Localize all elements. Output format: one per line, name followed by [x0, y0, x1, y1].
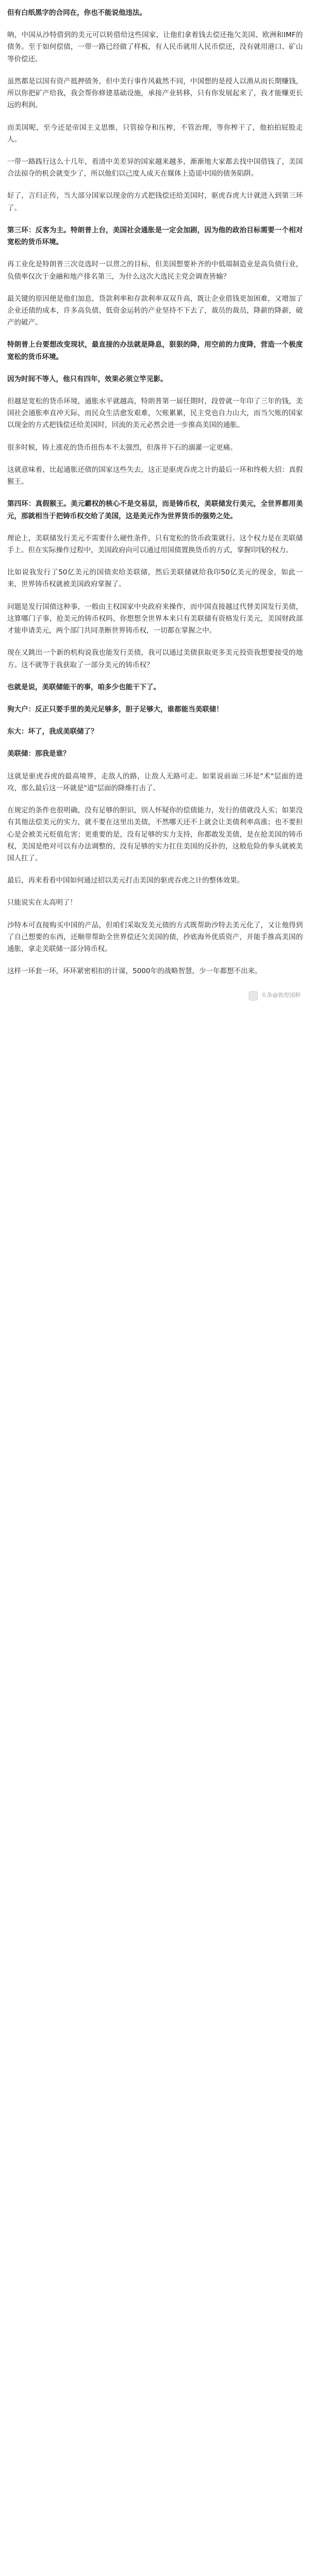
paragraph: 因为时间不等人，他只有四年，效果必须立竿见影。 [7, 375, 168, 383]
paragraph: 第四环：真假猴王。美元霸权的核心不是交易层，而是铸币权，美联储发行美元，全世界都用美元，那就相当于把铸币权交给了美国，这是美元作为世界货币的强势之处。 [7, 500, 303, 520]
paragraph: 也就是说，美联储能干的事，咱多少也能干下了。 [7, 683, 160, 691]
paragraph: 很多时候，铸上涨花的货币扭伤本不太强烈，但落井下石的溺灌一定更痛。 [7, 443, 237, 452]
watermark-text: 头条@敦煌国粹 [261, 992, 301, 999]
paragraph: 而美国呢，至今还是帝国主义思维，只管掠夺和压榨，不管治理，等你榨干了，他拍拍屁股走人。 [7, 123, 303, 144]
paragraph: 虽然都是以国有资产抵押债务，但中美行事作风截然不同，中国想的是授人以渔从而长期赚钱，所以你把矿产给我，我会帮你修建基础设施，承接产业转移，只有你发展起来了，我才能赚更长远的利润。 [7, 77, 303, 110]
paragraph: 这样一环套一环，环环紧密相扣的计谋，5000年的战略智慧，少一年都想不出来。 [7, 967, 262, 976]
paragraph: 现在又跳出一个新的机构说我也能发行美债，我可以通过美债获取更多美元投资我想要接受的地方。这不就等于我获取了一部分美元的铸币权？ [7, 649, 303, 669]
paragraph: 美联储：那我是谁？ [7, 750, 70, 758]
paragraph: 呐，中国从沙特借到的美元可以转借给这些国家，让他们拿着钱去偿还拖欠美国、欧洲和IMF的债务。至于如何偿债，一带一路已经做了样板，有人民币就用人民币偿还，没有就用港口、矿山等价偿还。 [7, 31, 303, 63]
paragraph: 但越是宽松的货币环境，通胀水平就越高，特朗普第一届任期时，段曾就一年印了三年的钱，美国社会通胀率直冲天际，而民众生活愈发艰难，欠账累累，民主党也自力山大，而当欠账的国家以现金的方式把钱偿还给美国时，回流的美元必然会进一步推高美国的通胀。 [7, 397, 303, 430]
paragraph: 第三环：反客为主。特朗普上台，美国社会通胀是一定会加剧，因为他的政治目标需要一个相对宽松的货币环境。 [7, 226, 303, 247]
paragraph: 特朗普上台要想改变现状，最直接的办法就是降息，狠狠的降，用空前的力度降，营造一个极度宽松的货币环境。 [7, 341, 303, 361]
watermark [7, 988, 303, 1006]
paragraph: 最关键的原因便是他们加息，贷款利率和存款利率双双升高，既让企业借钱更加困难，又增加了企业还债的成本，许多高负债、低资金运转的产业坚持不下去了，裁员的裁员，降薪的降薪，破产的破产。 [7, 294, 303, 327]
paragraph: 只能说实在太高明了！ [7, 899, 77, 907]
paragraph: 再工业化是特朗普三次竞选时一以贯之的目标，但美国想要补齐的中低端制造业是高负债行业，负债率仅次于金融和地产排名第三，为什么这次大选民主党会调查皆输？ [7, 260, 303, 281]
paragraph: 这就是驱虎吞虎的最高境界，走敌人的路，让敌人无路可走。如果说前面三环是"术"层面的进攻，那么最后这一环就是"道"层面的降维打击了。 [7, 772, 303, 792]
paragraph: 狗大户：反正只要手里的美元足够多，胆子足够大，谁都能当美联储！ [7, 705, 223, 714]
paragraph: 一带一路践行这么十几年，看清中美差异的国家越来越多，渐渐地大家都去找中国借钱了，美国合法掠夺的机会就变少了，所以他们以己度人成天在媒体上造谣中国的债务陷阱。 [7, 157, 303, 178]
paragraph: 最后，再来看看中国如何通过招以美元打击美国的驱虎吞虎之计的整体效果。 [7, 876, 244, 885]
paragraph: 东大：坏了，我成美联储了？ [7, 727, 98, 736]
paragraph: 比如说我发行了50亿美元的国债卖给美联储，然后美联储就给我印50亿美元的现金，如此一来，世界铸币权就被美国政府掌握了。 [7, 568, 303, 589]
paragraph: 这就意味着，比起通胀还债的国家这些失去，这正是驱虎吞虎之计的最后一环和终极大招：真假猴王。 [7, 465, 303, 486]
watermark-logo-icon [249, 991, 258, 1001]
paragraph: 在规定的条件也很明确，没有足够的胆识，别人怀疑你的偿债能力，发行的债就没人买；如果没有其他法偿美元的实力，就不要在这里出美债，不然哪天还不上就会让美债利率高涨；也不要担心是会被美元贬值危害；更重要的是，没有足够的实力支持，你都敢发美债，是在抢美国的铸币权，美国是绝对可以有办法调整的，没有足够的实力扛住美国的反扑的，这般危险的拳头就被美国人扛了。 [7, 806, 303, 862]
paragraph: 沙特本可直接购买中国的产品，但咱们采取发美元债的方式既帮助沙特去美元化了，又让他得到了自己想要的东西，还顺带帮助全世界偿还欠美国的债，抄底海外优质资产，并能手推高美国的通胀，拿走美联储一部分铸币权。 [7, 921, 303, 954]
article-body [0, 0, 310, 1006]
paragraph: 理论上，美联储发行美元不需要什么硬性条件，只有宽松的货币政策就行。这个权力是在美联储手上。但在实际操作过程中，美国政府向可以通过用国债置换货币的方式，掌握印钱的权力。 [7, 534, 303, 554]
paragraph: 但有白纸黑字的合同在，你也不能说他违法。 [7, 9, 146, 17]
paragraph: 好了，言归正传，当大部分国家以现金的方式把钱偿还给美国时，驱虎吞虎大计就进入到第三环了。 [7, 192, 303, 212]
paragraph: 问题是发行国债这种事，一般由主权国家中央政府来操作，而中国直接越过代替美国发行美债，这算哪门子事，抢美元的铸币权吗，你想想全世界本来只有美联储有资格发行美元，美国财政部才能申请美元，两个部门共同垄断世界铸币权，一切都在掌握之中。 [7, 602, 303, 635]
